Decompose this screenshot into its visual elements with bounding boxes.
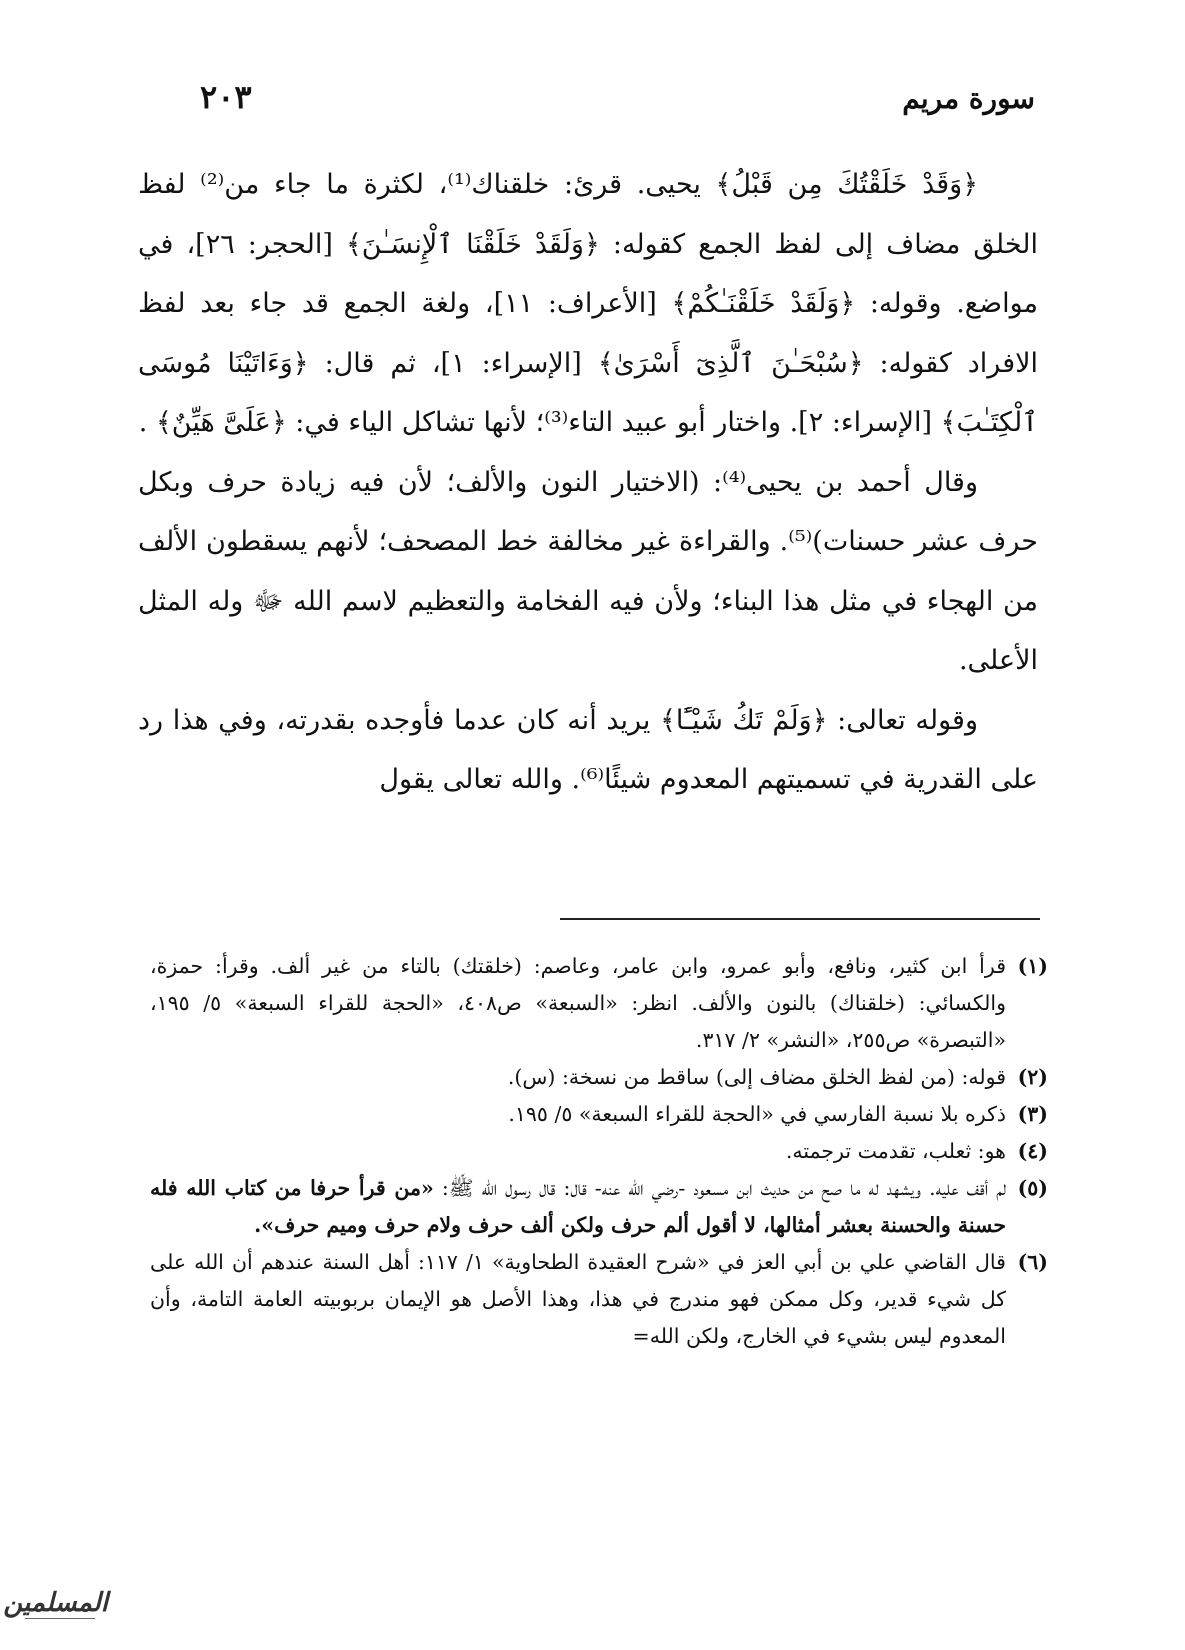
- watermark-logo: [3, 1588, 108, 1640]
- footnote: [150, 1244, 1048, 1355]
- page-number: ٢٠٣: [200, 78, 252, 116]
- paragraph: ﴿وَقَدْ خَلَقْتُكَ مِن قَبْلُ﴾ يحيى. قرئ: خلقناك⁽¹⁾، لكثرة ما جاء من⁽²⁾ لفظ الخلق مضاف إلى لفظ الجمع كقوله: ﴿وَلَقَدْ خَلَقْنَا ٱلْإِنسَـٰنَ﴾ [الحجر: ٢٦]، في مواضع. وقوله: ﴿وَلَقَدْ خَلَقْنَـٰكُمْ﴾ [الأعراف: ١١]، ولغة الجمع قد جاء بعد لفظ الافراد كقوله: ﴿سُبْحَـٰنَ ٱلَّذِىٓ أَسْرَىٰ﴾ [الإسراء: ١]، ثم قال: ﴿وَءَاتَيْنَا مُوسَى ٱلْكِتَـٰبَ﴾ [الإسراء: ٢]. واختار أبو عبيد التاء⁽³⁾؛ لأنها تشاكل الياء في: ﴿عَلَىَّ هَيِّنٌ﴾ .: [138, 169, 1039, 438]
- footnote: [150, 1133, 1048, 1170]
- footnote-text: قال القاضي علي بن أبي العز في «شرح العقيدة الطحاوية» ١/ ١١٧: أهل السنة عندهم أن الله على كل شيء قدير، وكل ممكن فهو مندرج في هذا، وهذا الأصل هو الإيمان بربوبيته العامة التامة، وأن المعدوم ليس بشيء في الخارج، ولكن الله=: [150, 1250, 1006, 1348]
- footnotes: [150, 948, 1048, 1355]
- page-header: [200, 78, 1035, 128]
- watermark-underline: [25, 1618, 95, 1619]
- main-text: [138, 155, 1038, 810]
- footnote-text: [150, 1170, 1006, 1244]
- footnote-text: قرأ ابن كثير، ونافع، وأبو عمرو، وابن عامر، وعاصم: (خلقتك) بالتاء من غير ألف. وقرأ: حمزة، والكسائي: (خلقناك) بالنون والألف. انظر: «السبعة» ص٤٠٨، «الحجة للقراء السبعة» ٥/ ١٩٥، «التبصرة» ص٢٥٥، «النشر» ٢/ ٣١٧.: [150, 954, 1006, 1052]
- footnote: [150, 948, 1048, 1059]
- footnote-number: (٢): [1017, 1065, 1048, 1089]
- chapter-title: سورة مريم: [902, 82, 1035, 115]
- footnote-number: (٣): [1017, 1102, 1048, 1126]
- footnote: [150, 1170, 1048, 1244]
- footnote-number: (١): [1017, 954, 1048, 978]
- footnote-body: لم أقف عليه. ويشهد له ما صح من حديث ابن مسعود -رضي الله عنه- قال: قال رسول الله ﷺ:: [441, 1176, 1006, 1200]
- footnote-number: (٤): [1017, 1139, 1048, 1163]
- footnote-text: ذكره بلا نسبة الفارسي في «الحجة للقراء السبعة» ٥/ ١٩٥.: [508, 1102, 1006, 1126]
- footnote: [150, 1059, 1048, 1096]
- paragraph: وقال أحمد بن يحيى⁽⁴⁾: (الاختيار النون والألف؛ لأن فيه زيادة حرف وبكل حرف عشر حسنات)⁽⁵⁾. والقراءة غير مخالفة خط المصحف؛ لأنهم يسقطون الألف من الهجاء في مثل هذا البناء؛ ولأن فيه الفخامة والتعظيم لاسم الله ﷻ وله المثل الأعلى.: [138, 466, 1038, 676]
- footnote-text: هو: ثعلب، تقدمت ترجمته.: [785, 1139, 1006, 1163]
- footnote-divider: [560, 918, 1040, 920]
- paragraph: وقوله تعالى: ﴿وَلَمْ تَكُ شَيْـًٔا﴾ يريد أنه كان عدما فأوجده بقدرته، وفي هذا رد على القدرية في تسميتهم المعدوم شيئًا⁽⁶⁾. والله تعالى يقول: [138, 704, 1038, 795]
- footnote: [150, 1096, 1048, 1133]
- footnote-number: (٦): [1017, 1250, 1048, 1274]
- hadith-quote: «من قرأ حرفا من كتاب الله فله حسنة والحسنة بعشر أمثالها، لا أقول ألم حرف ولكن ألف حرف ولام حرف وميم حرف».: [150, 1176, 1006, 1237]
- footnote-text: قوله: (من لفظ الخلق مضاف إلى) ساقط من نسخة: (س).: [507, 1065, 1006, 1089]
- footnote-number: (٥): [1017, 1176, 1048, 1200]
- watermark-text: المسلمين: [3, 1588, 108, 1618]
